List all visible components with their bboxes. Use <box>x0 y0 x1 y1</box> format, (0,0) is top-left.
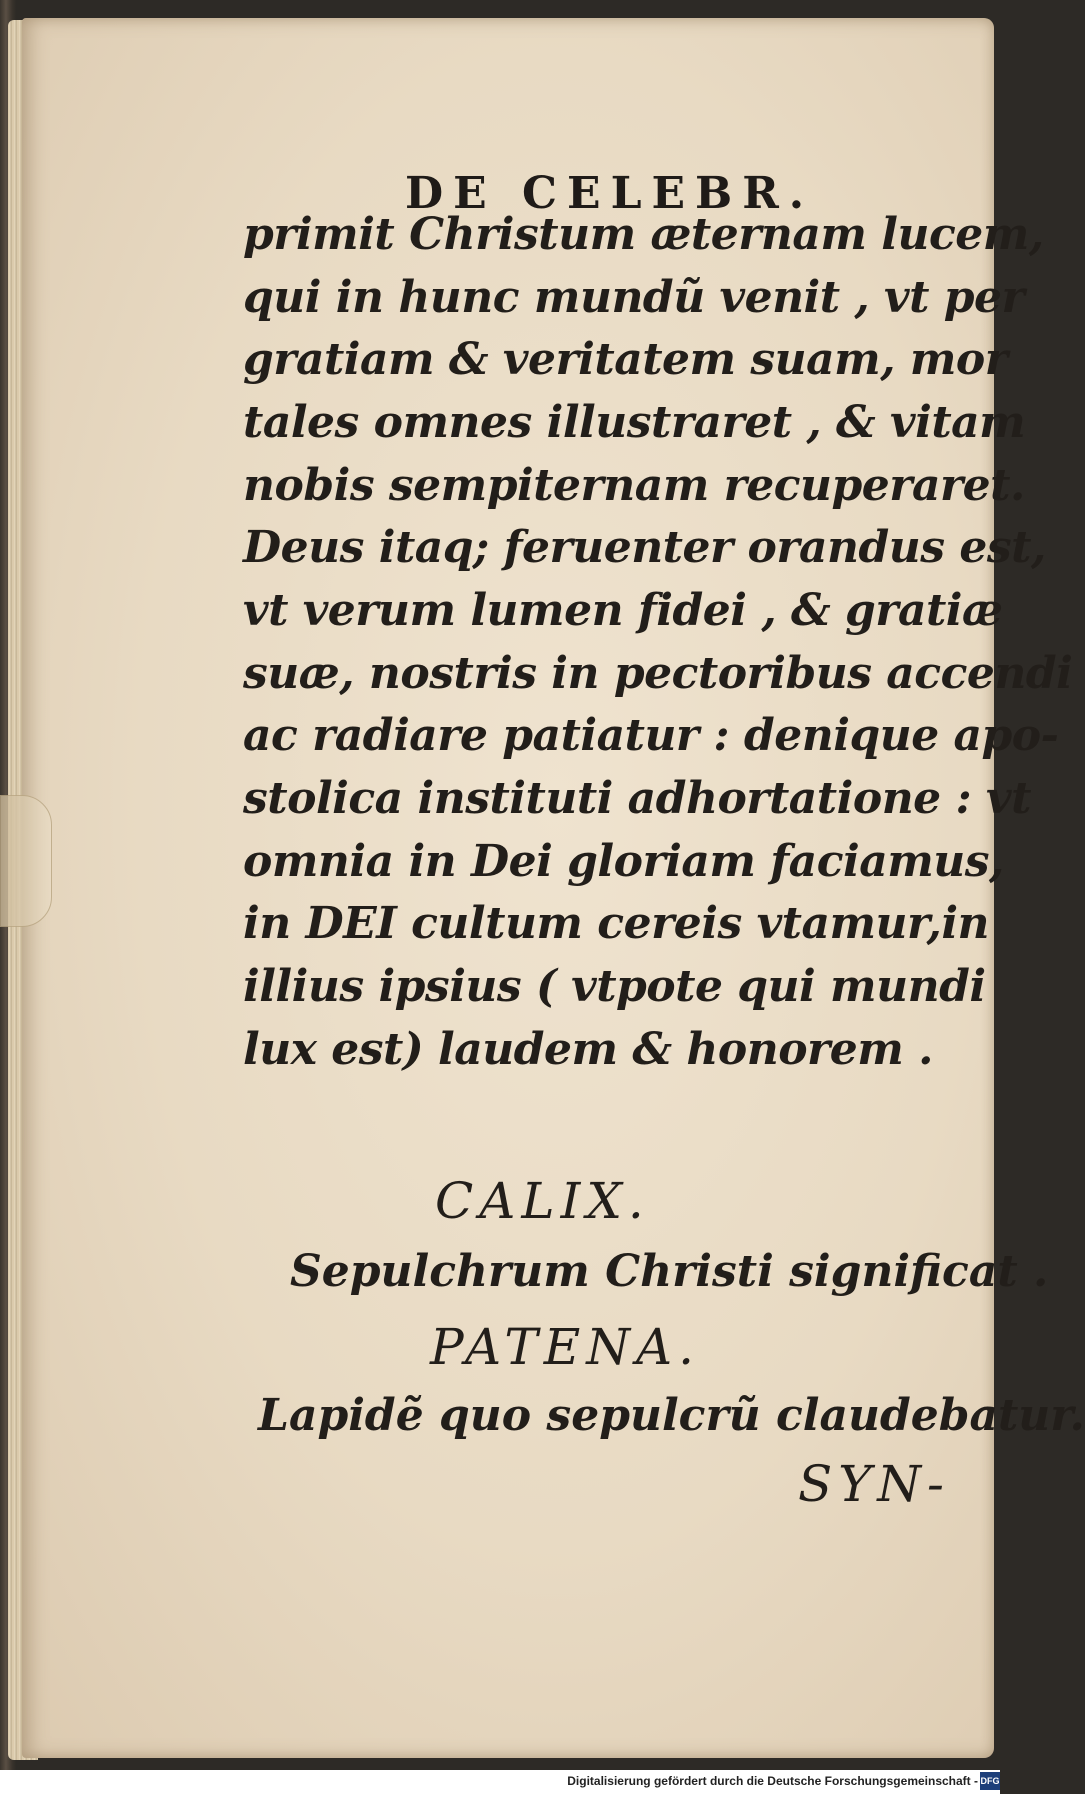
calix-heading: CALIX. <box>435 1172 650 1230</box>
patena-heading: PATENA. <box>430 1318 701 1376</box>
body-line: gratiam & veritatem suam, mor <box>243 334 1008 385</box>
catchword: SYN- <box>798 1455 950 1513</box>
body-line: ac radiare patiatur : denique apo- <box>243 710 1059 761</box>
body-line: vt verum lumen fidei , & gratiæ <box>243 585 1003 636</box>
patena-text: Lapidẽ quo sepulcrũ claudebatur. <box>258 1390 1085 1441</box>
page-tab <box>0 795 52 927</box>
footer-credit: Digitalisierung gefördert durch die Deutsche Forschungsgemeinschaft - <box>567 1774 978 1788</box>
body-line: illius ipsius ( vtpote qui mundi <box>243 961 986 1012</box>
body-line: qui in hunc mundũ venit , vt per <box>243 272 1025 323</box>
body-line: Deus itaq; feruenter orandus est, <box>243 522 1046 573</box>
body-line: lux est) laudem & honorem . <box>243 1024 933 1075</box>
body-line: suæ, nostris in pectoribus accendi <box>243 648 1073 699</box>
body-line: omnia in Dei gloriam faciamus, <box>243 836 1004 887</box>
running-head: DE CELEBR. <box>405 168 815 219</box>
body-line: primit Christum æternam lucem, <box>243 209 1044 260</box>
body-line: tales omnes illustraret , & vitam <box>243 397 1026 448</box>
body-line: in DEI cultum cereis vtamur,in <box>243 898 990 949</box>
body-line: stolica instituti adhortatione : vt <box>243 773 1031 824</box>
calix-text: Sepulchrum Christi significat . <box>290 1246 1049 1297</box>
dfg-logo: DFG <box>980 1772 1000 1790</box>
body-line: nobis sempiternam recuperaret. <box>243 460 1025 511</box>
